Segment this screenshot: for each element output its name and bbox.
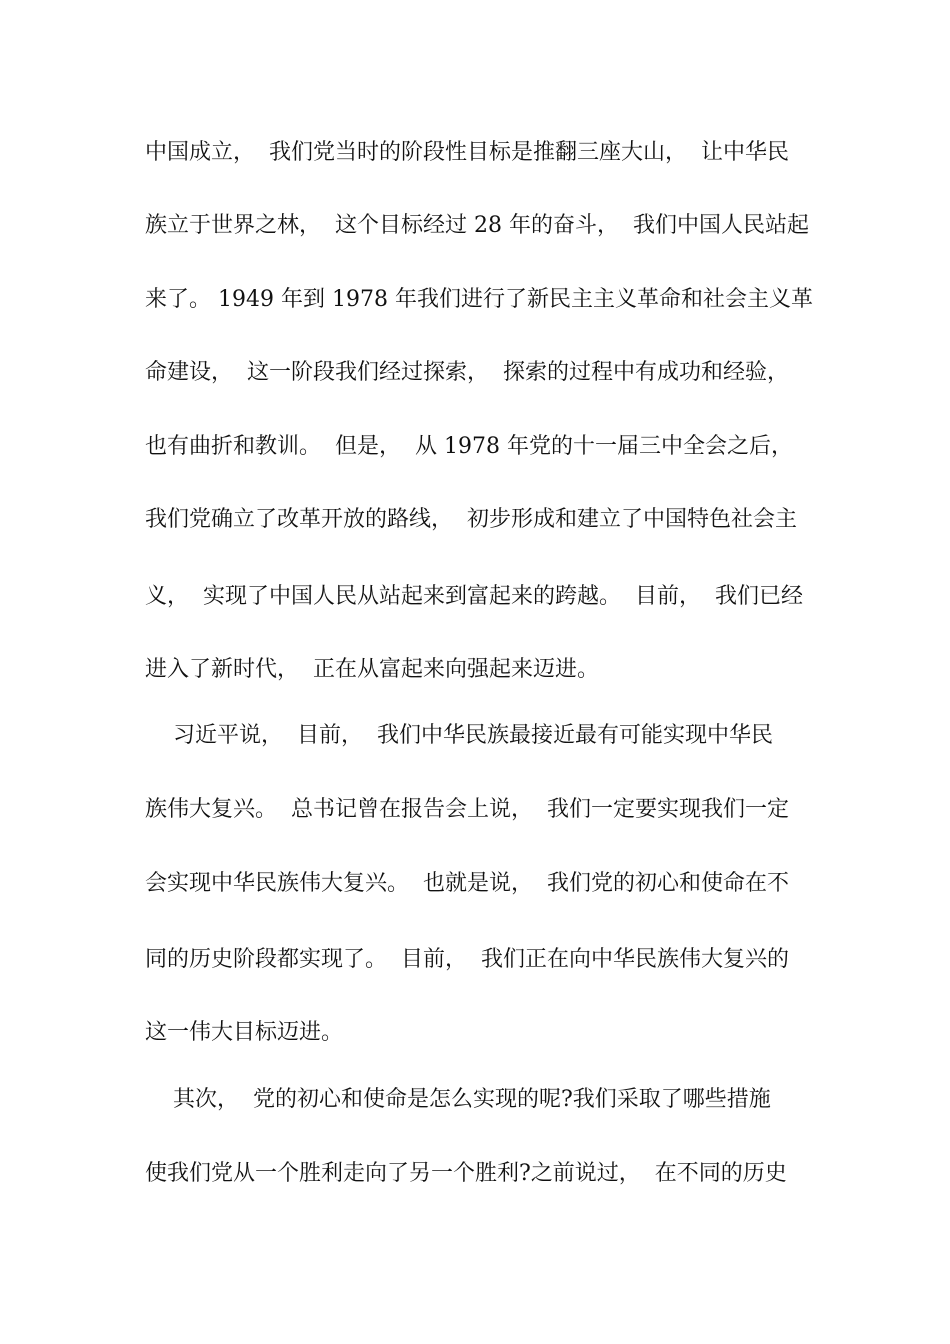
text-line: 我们党确立了改革开放的路线， 初步形成和建立了中国特色社会主 [145, 507, 797, 532]
text-line: 来了。 1949 年到 1978 年我们进行了新民主主义革命和社会主义革 [145, 287, 813, 312]
text-line: 命建设， 这一阶段我们经过探索， 探索的过程中有成功和经验， [145, 360, 789, 385]
text-line: 同的历史阶段都实现了。 目前， 我们正在向中华民族伟大复兴的 [145, 947, 789, 972]
text-line: 习近平说， 目前， 我们中华民族最接近最有可能实现中华民 [145, 723, 773, 748]
text-line: 族伟大复兴。 总书记曾在报告会上说， 我们一定要实现我们一定 [145, 797, 789, 822]
text-line: 使我们党从一个胜利走向了另一个胜利?之前说过， 在不同的历史 [145, 1161, 787, 1186]
text-line: 中国成立， 我们党当时的阶段性目标是推翻三座大山， 让中华民 [145, 140, 789, 165]
text-line: 会实现中华民族伟大复兴。 也就是说， 我们党的初心和使命在不 [145, 871, 789, 896]
text-line: 进入了新时代， 正在从富起来向强起来迈进。 [145, 657, 599, 682]
text-line: 义， 实现了中国人民从站起来到富起来的跨越。 目前， 我们已经 [145, 584, 803, 609]
text-line: 这一伟大目标迈进。 [145, 1020, 344, 1045]
text-line: 其次， 党的初心和使命是怎么实现的呢?我们采取了哪些措施 [145, 1087, 771, 1112]
text-line: 也有曲折和教训。 但是， 从 1978 年党的十一届三中全会之后， [145, 434, 793, 459]
text-line: 族立于世界之林， 这个目标经过 28 年的奋斗， 我们中国人民站起 [145, 213, 809, 238]
